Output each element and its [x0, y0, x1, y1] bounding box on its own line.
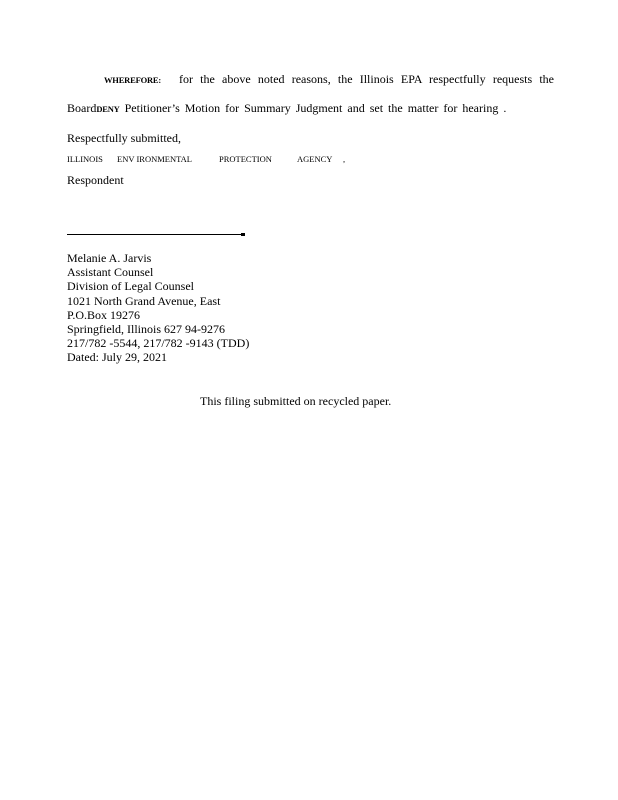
board-request-line: [67, 101, 506, 116]
date-line: Dated: July 29, 2021: [67, 350, 167, 365]
agency-word-agency: AGENCY: [297, 154, 333, 164]
recycled-paper-note: This filing submitted on recycled paper.: [200, 394, 392, 408]
signature-block: [67, 251, 249, 365]
agency-word-environmental: ENV IRONMENTAL: [117, 154, 192, 164]
wherefore-text: for the above noted reasons, the Illinois EPA respectfully requests the: [179, 72, 554, 86]
po-box: P.O.Box 19276: [67, 307, 141, 322]
signature-line: [67, 234, 242, 235]
city-state-zip: Springfield, Illinois 627 94-9276: [67, 322, 225, 337]
respondent-label: Respondent: [67, 173, 124, 187]
board-request-text: Petitioner’s Motion for Summary Judgment and set the matter for hearing .: [124, 101, 507, 115]
counsel-name: Melanie A. Jarvis: [67, 251, 152, 265]
agency-word-protection: PROTECTION: [219, 154, 272, 164]
wherefore-label: WHEREFORE:: [104, 75, 162, 85]
phone-numbers: 217/782 -5544, 217/782 -9143 (TDD): [67, 336, 250, 351]
counsel-title: Assistant Counsel: [67, 265, 154, 280]
respectfully-submitted: Respectfully submitted,: [67, 131, 181, 145]
deny-label: DENY: [96, 104, 120, 114]
street-address: 1021 North Grand Avenue, East: [67, 293, 221, 308]
board-prefix: Board: [67, 101, 97, 115]
division-name: Division of Legal Counsel: [67, 279, 194, 294]
agency-word-illinois: ILLINOIS: [67, 154, 103, 164]
agency-comma: ,: [343, 154, 346, 164]
